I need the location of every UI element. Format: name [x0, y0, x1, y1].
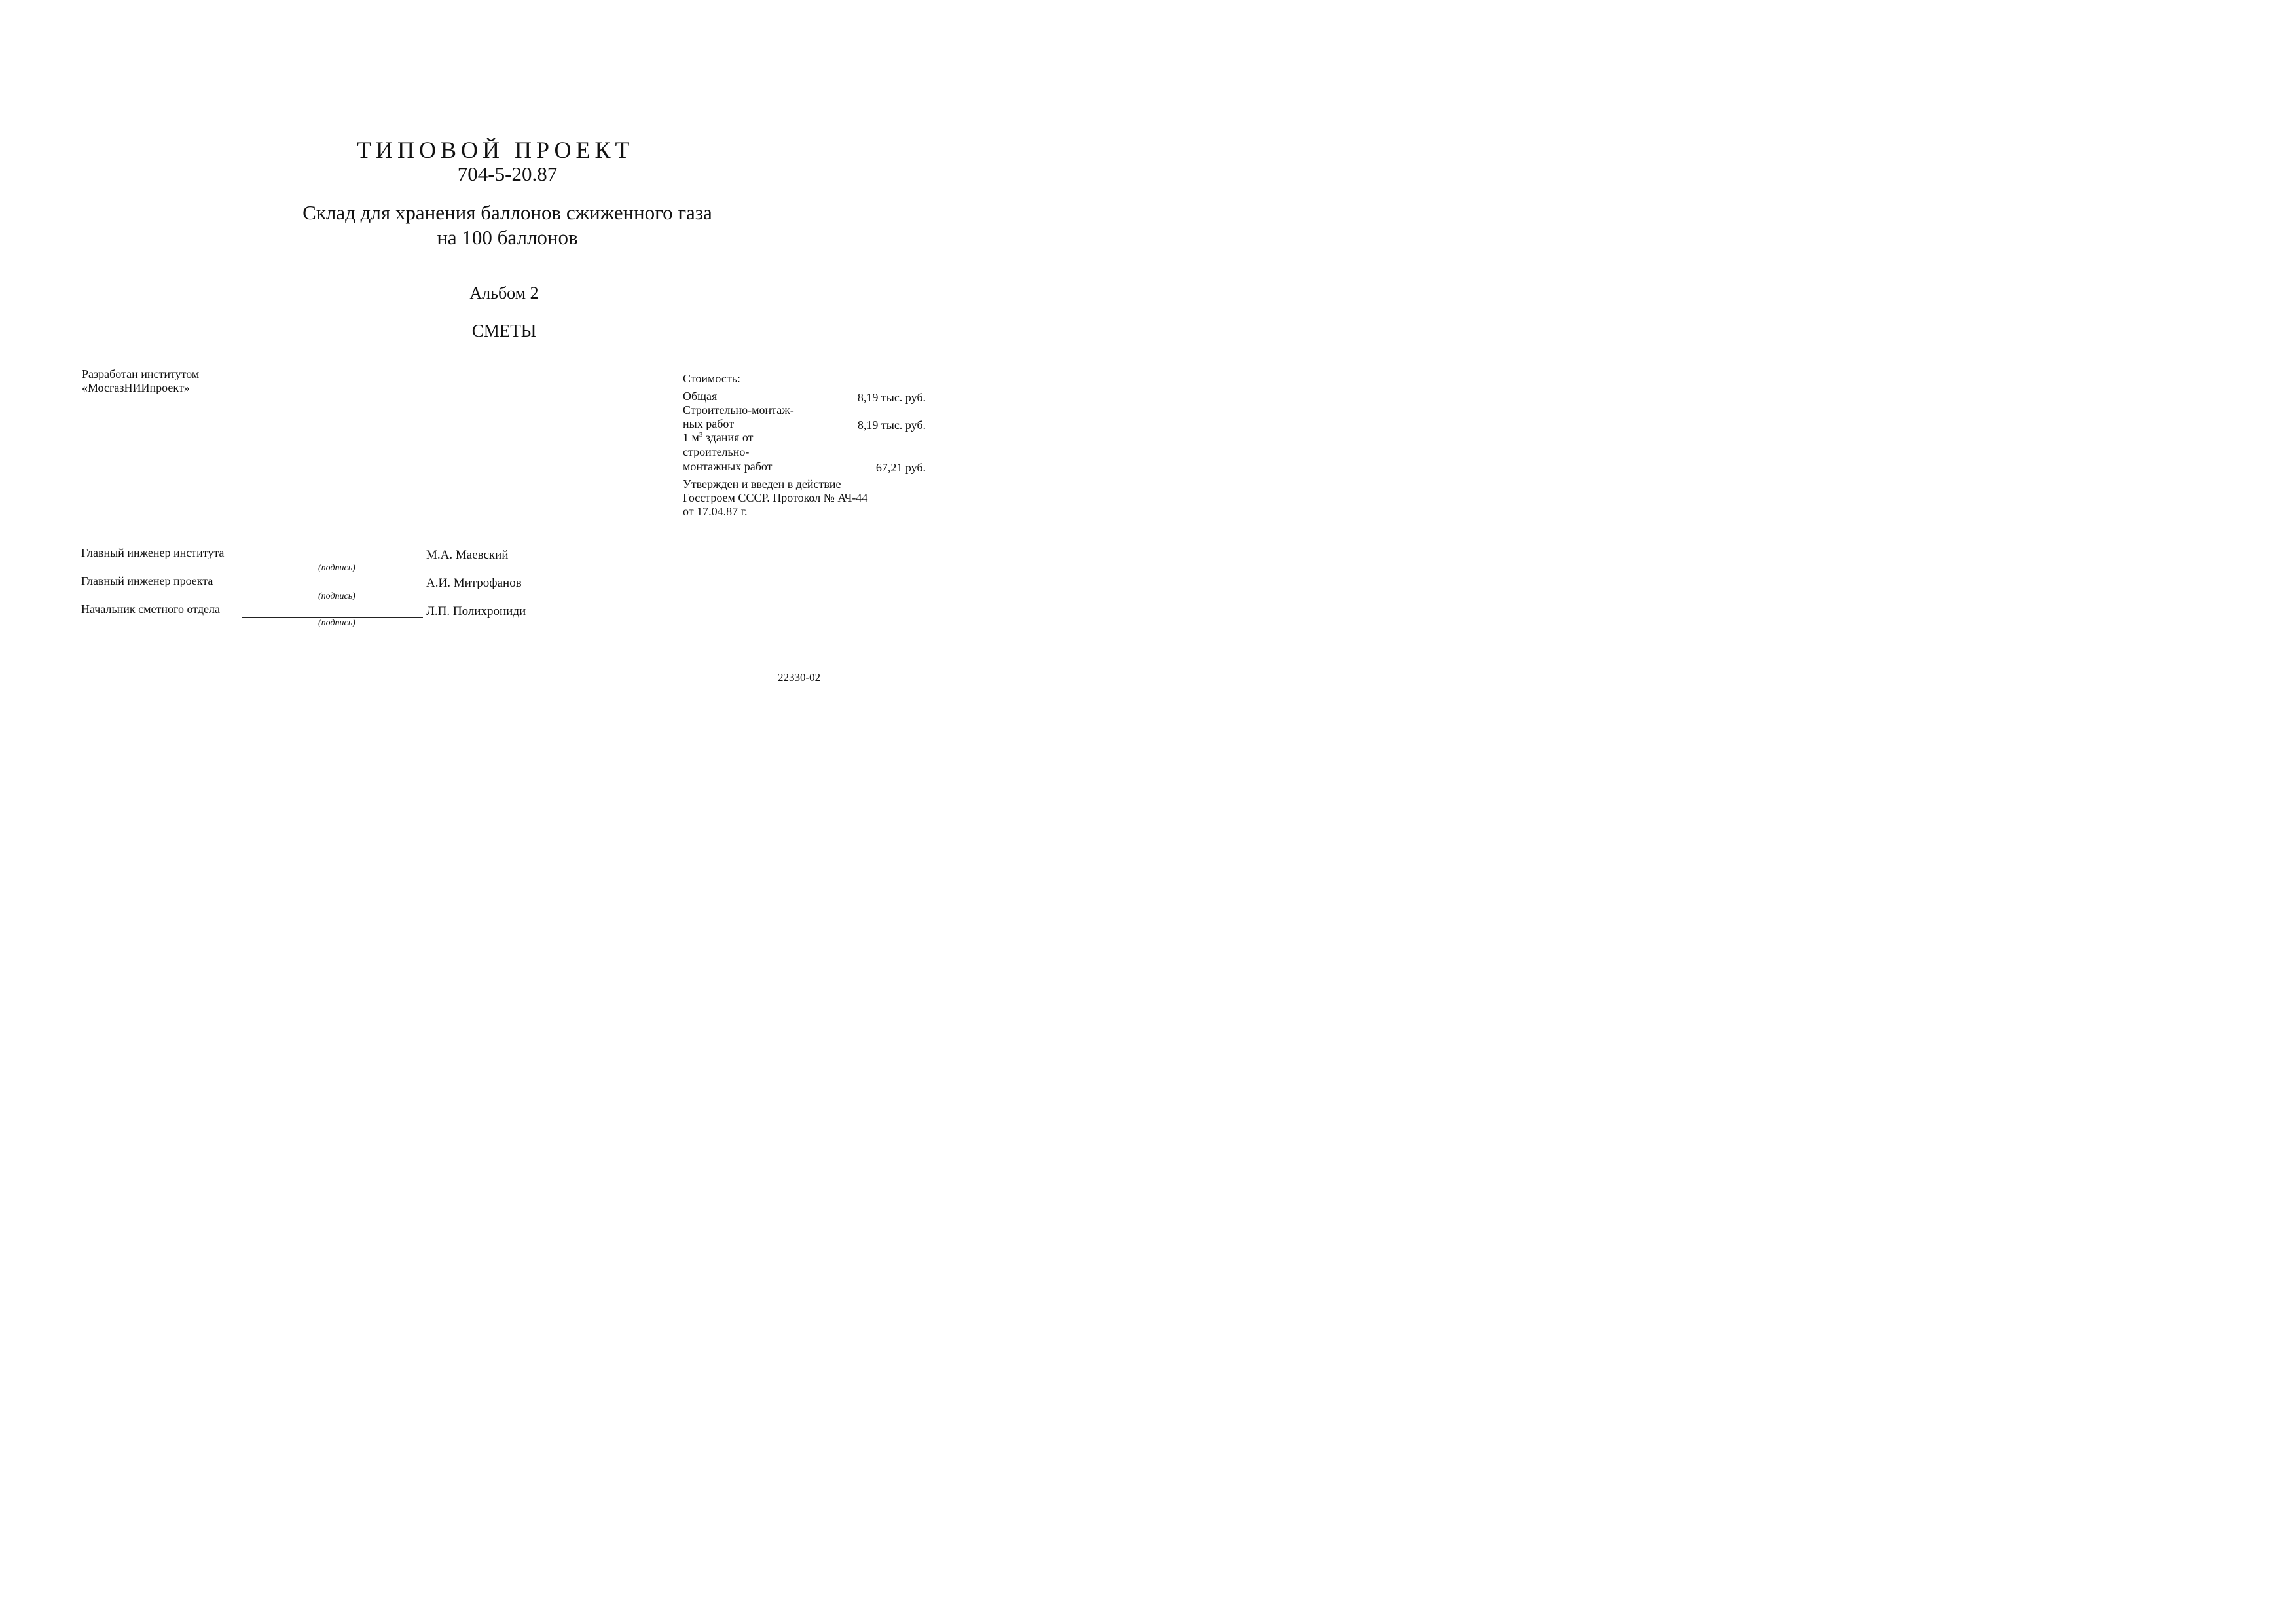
signature-name-head-estimate-dept: Л.П. Полихрониди [426, 604, 526, 618]
signature-line [242, 617, 423, 618]
signature-hint: (подпись) [318, 563, 355, 573]
section-title: СМЕТЫ [471, 321, 537, 341]
document-number: 22330-02 [778, 671, 821, 684]
cost-total-label: Общая [683, 390, 718, 403]
project-subtitle-line1: Склад для хранения баллонов сжиженного газа [302, 201, 712, 224]
approval-line2: Госстроем СССР. Протокол № АЧ-44 [683, 491, 868, 504]
cost-per-m3-value: 67,21 руб. [875, 461, 926, 474]
cost-construction-value: 8,19 тыс. руб. [857, 418, 926, 432]
approval-line1: Утвержден и введен в действие [683, 477, 841, 490]
signature-role-head-estimate-dept: Начальник сметного отдела [81, 602, 220, 616]
cost-construction-label-2: ных работ [683, 417, 735, 430]
project-type-title: ТИПОВОЙ ПРОЕКТ [357, 137, 634, 163]
cost-per-m3-label-3: монтажных работ [683, 460, 773, 473]
cost-per-m3-label-2: строительно- [683, 445, 750, 458]
signature-name-chief-engineer-institute: М.А. Маевский [426, 548, 509, 562]
project-code: 704-5-20.87 [457, 162, 558, 185]
approval-line3: от 17.04.87 г. [683, 505, 748, 518]
cost-total-value: 8,19 тыс. руб. [857, 391, 926, 404]
cost-construction-label-1: Строительно-монтаж- [683, 403, 794, 416]
signature-role-chief-engineer-institute: Главный инженер института [81, 546, 225, 559]
signature-role-chief-engineer-project: Главный инженер проекта [81, 574, 213, 587]
signature-hint: (подпись) [318, 618, 355, 628]
developer-line1: Разработан институтом [82, 367, 200, 380]
cost-heading: Стоимость: [683, 372, 740, 385]
album-label: Альбом 2 [469, 284, 539, 303]
developer-line2: «МосгазНИИпроект» [82, 381, 190, 394]
cost-per-m3-label-1: 1 $м^3$ здания от [683, 431, 754, 444]
signature-name-chief-engineer-project: А.И. Митрофанов [426, 576, 522, 590]
project-subtitle-line2: на 100 баллонов [437, 226, 578, 249]
signature-hint: (подпись) [318, 591, 355, 601]
